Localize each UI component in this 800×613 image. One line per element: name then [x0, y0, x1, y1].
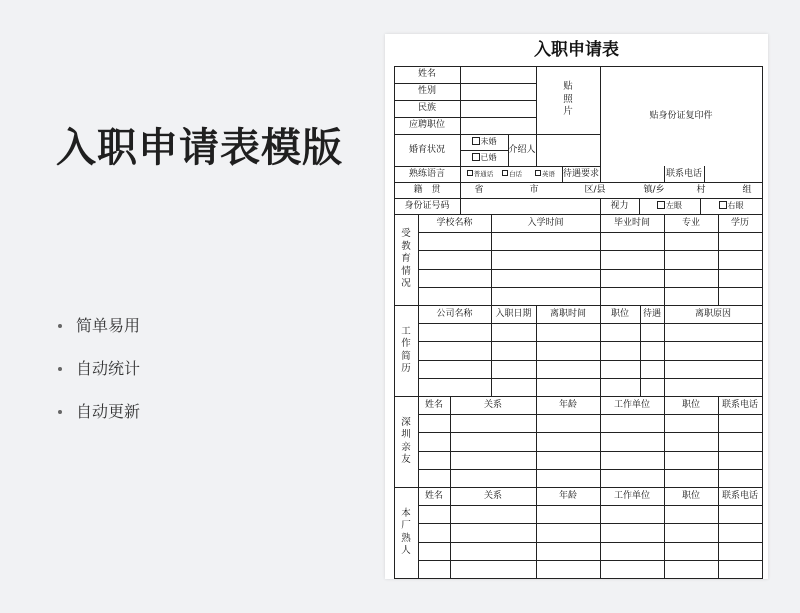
grid-line — [418, 414, 763, 415]
relatives-header: 联系电话 — [721, 399, 758, 410]
town-label: 镇/乡 — [643, 184, 665, 195]
feature-item: 自动更新 — [58, 398, 140, 441]
relatives-header: 关系 — [483, 399, 502, 410]
left-eye-checkbox[interactable] — [639, 198, 700, 214]
work-header: 公司名称 — [436, 308, 473, 319]
checkbox-label: 英语 — [542, 169, 555, 178]
grid-line — [418, 269, 763, 270]
education-header: 专业 — [681, 217, 700, 228]
gender-label: 性别 — [417, 86, 436, 96]
grid-line — [418, 341, 763, 342]
grid-line — [418, 542, 763, 543]
grid-line — [418, 432, 763, 433]
acquaintances-header: 年龄 — [558, 490, 577, 501]
education-header: 学校名称 — [436, 217, 473, 228]
acquaintances-header: 姓名 — [424, 490, 443, 501]
unmarried-checkbox[interactable] — [460, 134, 508, 150]
grid-line — [418, 505, 763, 506]
id-number-label: 身份证号码 — [404, 200, 450, 211]
ethnicity-label: 民族 — [417, 103, 436, 113]
grid-line — [418, 232, 763, 233]
district-label: 区/县 — [584, 184, 606, 195]
right-eye-checkbox[interactable] — [700, 198, 762, 214]
relatives-header: 姓名 — [424, 399, 443, 410]
grid-line — [418, 360, 763, 361]
checkbox-icon[interactable] — [467, 170, 473, 176]
work-header: 离职原因 — [694, 308, 731, 319]
name-label: 姓名 — [417, 69, 436, 79]
checkbox-label: 右眼 — [727, 201, 744, 210]
form-title: 入职申请表 — [534, 40, 619, 60]
checkbox-label: 未婚 — [480, 137, 497, 146]
checkbox-icon[interactable] — [657, 201, 665, 209]
work-section-label: 工 作 简 历 — [401, 325, 411, 374]
relatives-section-label: 深 圳 亲 友 — [401, 416, 411, 465]
cantonese-checkbox[interactable] — [496, 166, 528, 182]
acquaintances-section-label: 本 厂 熟 人 — [401, 507, 411, 556]
grid-line — [418, 378, 763, 379]
acquaintances-header: 关系 — [483, 490, 502, 501]
province-label: 省 — [474, 184, 484, 195]
checkbox-icon[interactable] — [502, 170, 508, 176]
english-checkbox[interactable] — [528, 166, 562, 182]
salary-label: 待遇要求 — [562, 168, 599, 179]
checkbox-icon[interactable] — [472, 137, 480, 145]
vision-label: 视力 — [610, 200, 629, 211]
education-header: 毕业时间 — [613, 217, 650, 228]
checkbox-label: 白话 — [509, 169, 522, 178]
application-form-document — [385, 34, 768, 579]
grid-line — [418, 523, 763, 524]
grid-line — [536, 134, 601, 135]
native-place-label: 籍 贯 — [413, 184, 441, 195]
checkbox-label: 左眼 — [666, 201, 682, 210]
education-section-label: 受 教 育 情 况 — [401, 228, 411, 290]
group-label: 组 — [742, 184, 752, 195]
checkbox-icon[interactable] — [472, 153, 480, 161]
feature-item: 自动统计 — [58, 355, 140, 398]
grid-line — [704, 166, 705, 183]
education-header: 入学时间 — [527, 217, 564, 228]
work-header: 待遇 — [642, 308, 661, 319]
grid-line — [418, 323, 763, 324]
grid-line — [600, 166, 601, 183]
relatives-header: 职位 — [681, 399, 700, 410]
photo-placeholder: 贴 照 片 — [563, 81, 573, 118]
education-header: 学历 — [730, 217, 749, 228]
language-label: 熟练语言 — [408, 168, 445, 179]
acquaintances-header: 联系电话 — [721, 490, 758, 501]
marital-status-label: 婚育状况 — [408, 144, 445, 155]
checkbox-label: 已婚 — [480, 153, 497, 162]
village-label: 村 — [696, 184, 706, 195]
id-copy-placeholder: 贴身份证复印件 — [649, 110, 713, 121]
work-header: 入职日期 — [495, 308, 532, 319]
feature-list — [58, 312, 140, 441]
form-table — [394, 66, 762, 579]
grid-line — [460, 166, 461, 183]
grid-line — [460, 198, 461, 215]
relatives-header: 工作单位 — [613, 399, 650, 410]
grid-line — [418, 560, 763, 561]
work-header: 职位 — [610, 308, 629, 319]
relatives-header: 年龄 — [558, 399, 577, 410]
acquaintances-header: 职位 — [681, 490, 700, 501]
checkbox-label: 普通话 — [473, 169, 494, 178]
grid-line — [418, 287, 763, 288]
position-label: 应聘职位 — [408, 120, 445, 130]
referrer-label: 介绍人 — [508, 144, 536, 155]
mandarin-checkbox[interactable] — [464, 166, 496, 182]
acquaintances-header: 工作单位 — [613, 490, 650, 501]
page-title: 入职申请表模版 — [56, 125, 343, 171]
work-header: 离职时间 — [549, 308, 586, 319]
phone-label: 联系电话 — [665, 168, 702, 179]
married-checkbox[interactable] — [460, 150, 508, 166]
grid-line — [418, 469, 763, 470]
city-label: 市 — [529, 184, 539, 195]
feature-item: 简单易用 — [58, 312, 140, 355]
checkbox-icon[interactable] — [719, 201, 727, 209]
checkbox-icon[interactable] — [535, 170, 541, 176]
grid-line — [418, 451, 763, 452]
grid-line — [460, 182, 461, 199]
grid-line — [418, 250, 763, 251]
